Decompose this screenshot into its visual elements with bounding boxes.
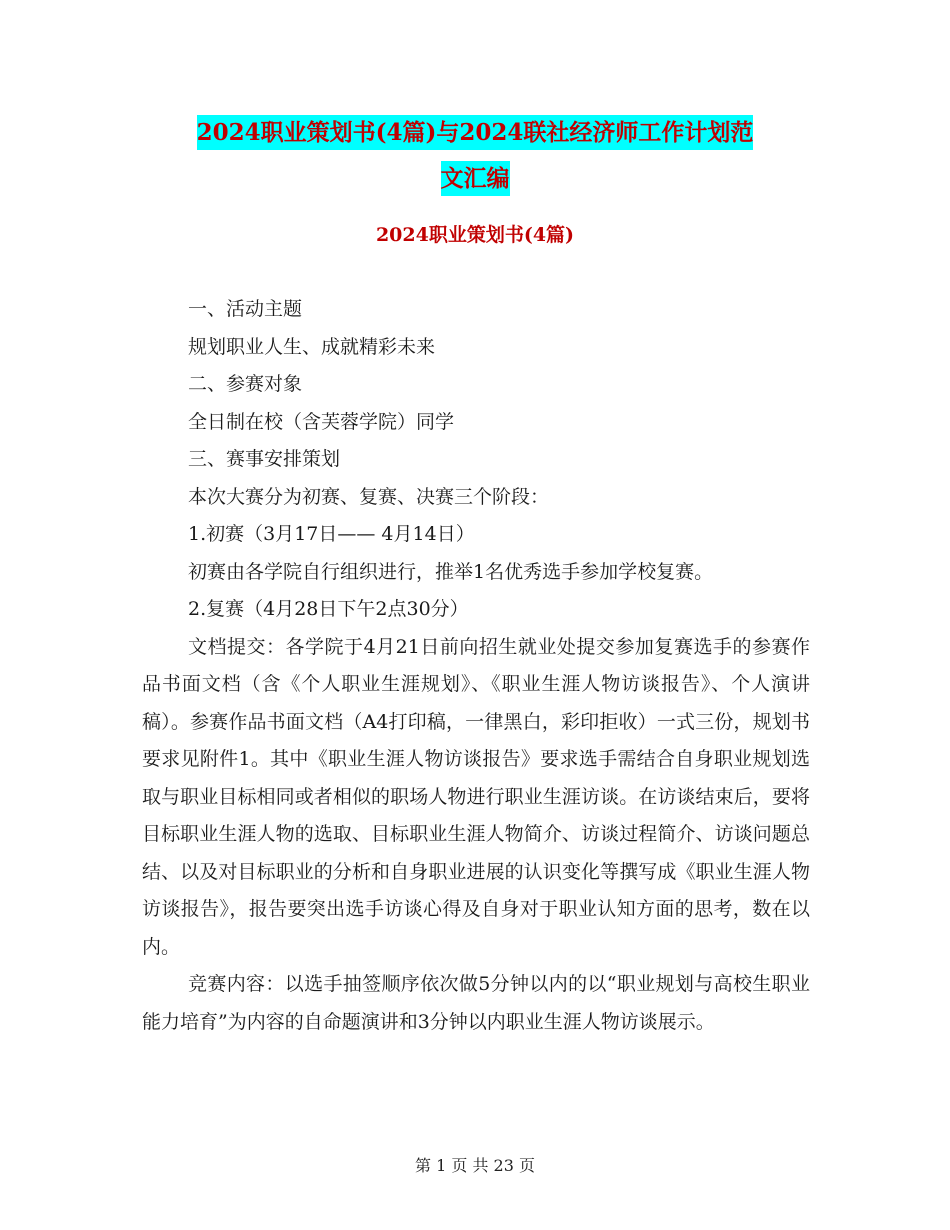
document-title-line1: 2024职业策划书(4篇)与2024联社经济师工作计划范	[197, 115, 754, 150]
text-line: 规划职业人生、成就精彩未来	[188, 335, 436, 358]
heading-activity-theme: 一、活动主题	[188, 298, 303, 320]
text-line: 1.初赛（3月17日—— 4月14日）	[188, 523, 475, 545]
document-title	[140, 110, 810, 202]
page-footer: 第 1 页 共 23 页	[415, 1156, 535, 1175]
document-body	[142, 291, 810, 1041]
text-line: 本次大赛分为初赛、复赛、决赛三个阶段：	[188, 485, 550, 508]
paragraph-document-submission: 文档提交：各学院于4月21日前向招生就业处提交参加复赛选手的参赛作品书面文档（含《个人职业生涯规划》、《职业生涯人物访谈报告》、个人演讲稿）。参赛作品书面文档（A4打印稿，一律黑白，彩印拒收）一式三份，规划书要求见附件1。其中《职业生涯人物访谈报告》要求选手需结合自身职业规划选取与职业目标相同或者相似的职场人物进行职业生涯访谈。在访谈结束后，要将目标职业生涯人物的选取、目标职业生涯人物简介、访谈过程简介、访谈问题总结、以及对目标职业的分析和自身职业进展的认识变化等撰写成《职业生涯人物访谈报告》，报告要突出选手访谈心得及自身对于职业认知方面的思考，数在以内。	[142, 635, 810, 958]
heading-schedule: 三、赛事安排策划	[188, 448, 341, 470]
text-line: 初赛由各学院自行组织进行，推举1名优秀选手参加学校复赛。	[188, 560, 714, 583]
document-title-line2: 文汇编	[441, 161, 510, 196]
heading-participants: 二、参赛对象	[188, 373, 303, 395]
text-line: 2.复赛（4月28日下午2点30分）	[188, 598, 469, 620]
paragraph-competition-content: 竞赛内容：以选手抽签顺序依次做5分钟以内的以“职业规划与高校生职业能力培育”为内容的自命题演讲和3分钟以内职业生涯人物访谈展示。	[142, 973, 810, 1033]
section-title: 2024职业策划书(4篇)	[375, 224, 575, 246]
text-line: 全日制在校（含芙蓉学院）同学	[188, 410, 455, 433]
